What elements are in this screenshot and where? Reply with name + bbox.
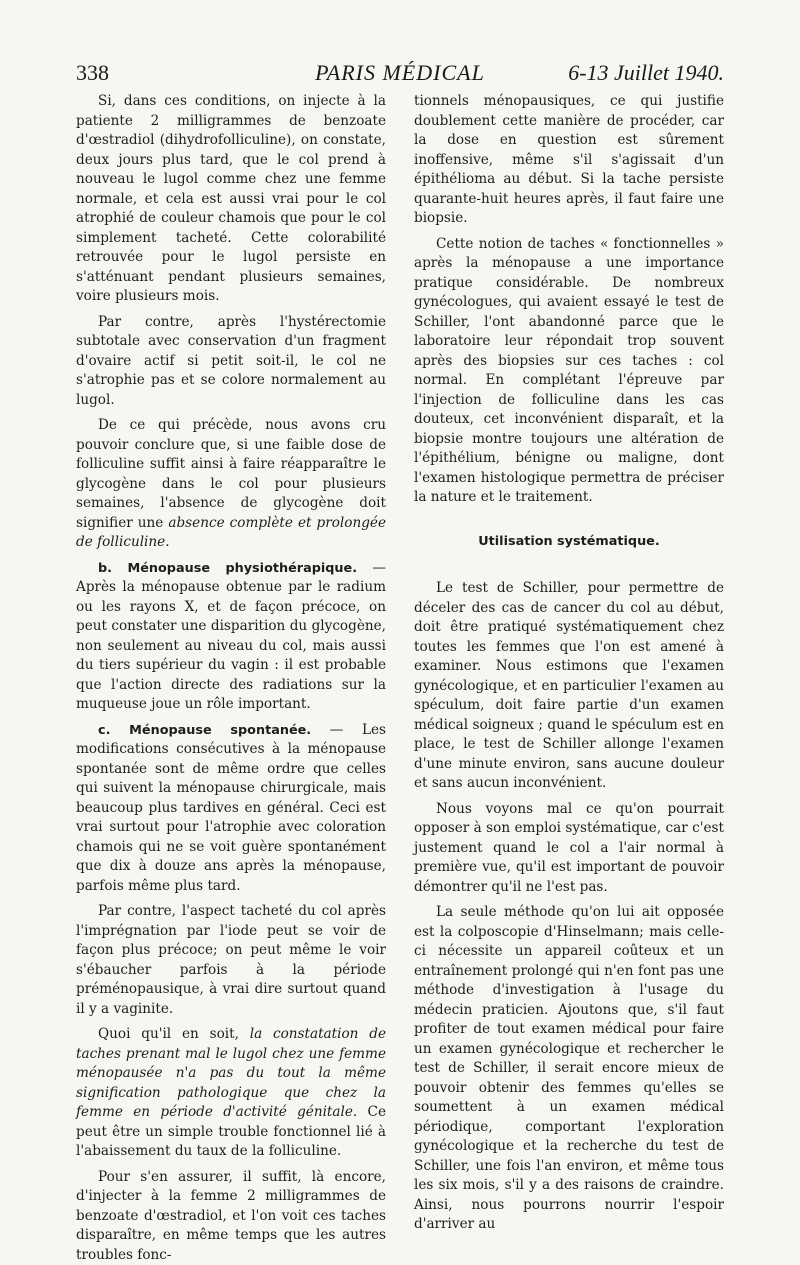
section-label: c. Ménopause spontanée.: [98, 723, 311, 738]
issue-date: 6-13 Juillet 1940.: [568, 60, 724, 86]
paragraph: [76, 721, 386, 897]
page-number: 338: [76, 60, 109, 86]
right-column: [414, 92, 724, 1132]
text-run: — Après la ménopause obtenue par le radium ou les rayons X, et de façon précoce, on peut constater une disparition du glycogène, non seulement au niveau du col, mais aussi du tiers supérieur du vagin : il est probable que l'action directe des radiations sur la muqueuse joue un rôle important.: [76, 560, 386, 713]
left-column: [76, 92, 386, 1132]
paragraph: Par contre, l'aspect tacheté du col après l'imprégnation par l'iode peut se voir de façon plus précoce; on peut même le voir s'ébaucher parfois à la période préménopausique, à vrai dire surtout quand il y a vaginite.: [76, 902, 386, 1019]
paragraph: [76, 559, 386, 715]
paragraph: Nous voyons mal ce qu'on pourrait opposer à son emploi systématique, car c'est justement quand le col a l'air normal à première vue, qu'il est important de pouvoir démontrer qu'il ne l'est pas.: [414, 800, 724, 898]
section-label: b. Ménopause physiothérapique.: [98, 561, 357, 576]
text-run: — Les modifications consécutives à la ménopause spontanée sont de même ordre que celles qui suivent la ménopause chirurgicale, mais beaucoup plus tardives en général. Ceci est vrai surtout pour l'atrophie avec coloration chamois qui ne se voit guère spontanément que dix à douze ans après la ménopause, parfois même plus tard.: [76, 722, 386, 894]
text-run: Quoi qu'il en soit,: [98, 1026, 250, 1042]
paragraph: [76, 416, 386, 553]
paragraph: Si, dans ces conditions, on injecte à la patiente 2 milligrammes de benzoate d'œstradiol (dihydrofolliculine), on constate, deux jours plus tard, que le col prend à nouveau le lugol comme chez une femme normale, et cela est aussi vrai pour le col atrophié de couleur chamois que pour le col simplement tacheté. Cette colorabilité retrouvée pour le lugol persiste en s'atténuant pendant plusieurs semaines, voire plusieurs mois.: [76, 92, 386, 307]
text-run: De ce qui précède, nous avons cru pouvoir conclure que, si une faible dose de folliculine suffit ainsi à faire réapparaître le glycogène dans le col pour plusieurs semaines, l'absence de glycogène doit signifier une: [76, 417, 386, 531]
text-run: Ce peut être un simple trouble fonctionnel lié à l'abaissement du taux de la folliculine.: [76, 1104, 386, 1159]
paragraph: Cette notion de taches « fonctionnelles » après la ménopause a une importance pratique considérable. De nombreux gynécologues, qui avaient essayé le test de Schiller, l'ont abandonné parce que le laboratoire leur répondait trop souvent après des biopsies sur ces taches : col normal. En complétant l'épreuve par l'injection de folliculine dans les cas douteux, cet inconvénient disparaît, et la biopsie montre toujours une altération de l'épithélium, bénigne ou maligne, dont l'examen histologique permettra de préciser la nature et le traitement.: [414, 235, 724, 508]
page-header: [76, 60, 724, 86]
paragraph: La seule méthode qu'on lui ait opposée est la colposcopie d'Hinselmann; mais celle-ci nécessite un appareil coûteux et un entraînement prolongé qui n'en font pas une méthode d'investigation à l'usage du médecin praticien. Ajoutons que, s'il faut profiter de tout examen médical pour faire un examen gynécologique et rechercher le test de Schiller, il serait encore mieux de pouvoir obtenir des femmes qu'elles se soumettent à un examen médical périodique, comportant l'exploration gynécologique et la recherche du test de Schiller, une fois l'an environ, et même tous les six mois, s'il y a des raisons de craindre. Ainsi, nous pourrons nourrir l'espoir d'arriver au: [414, 903, 724, 1235]
section-heading: Utilisation systématique.: [414, 532, 724, 552]
paragraph: Pour s'en assurer, il suffit, là encore, d'injecter à la femme 2 milligrammes de benzoate d'œstradiol, et l'on voit ces taches disparaître, en même temps que les autres troubles fonc-: [76, 1168, 386, 1265]
journal-title: PARIS MÉDICAL: [76, 60, 724, 86]
paragraph: [76, 1025, 386, 1162]
paragraph: Par contre, après l'hystérectomie subtotale avec conservation d'un fragment d'ovaire actif si petit soit-il, le col ne s'atrophie pas et se colore normalement au lugol.: [76, 313, 386, 411]
paragraph: tionnels ménopausiques, ce qui justifie doublement cette manière de procéder, car la dose en question est sûrement inoffensive, même s'il s'agissait d'un épithélioma au début. Si la tache persiste quarante-huit heures après, il faut faire une biopsie.: [414, 92, 724, 229]
emphasis: absence complète et prolongée de folliculine.: [76, 515, 386, 551]
paragraph: Le test de Schiller, pour permettre de déceler des cas de cancer du col au début, doit être pratiqué systématiquement chez toutes les femmes que l'on est amené à examiner. Nous estimons que l'examen gynécologique, et en particulier l'examen au spéculum, doit faire partie d'un examen médical soigneux ; quand le spéculum est en place, le test de Schiller allonge l'examen d'une minute environ, sans aucune douleur et sans aucun inconvénient.: [414, 579, 724, 794]
emphasis: la constatation de taches prenant mal le lugol chez une femme ménopausée n'a pas du tout la même signification pathologique que chez la femme en période d'activité génitale.: [76, 1026, 386, 1120]
